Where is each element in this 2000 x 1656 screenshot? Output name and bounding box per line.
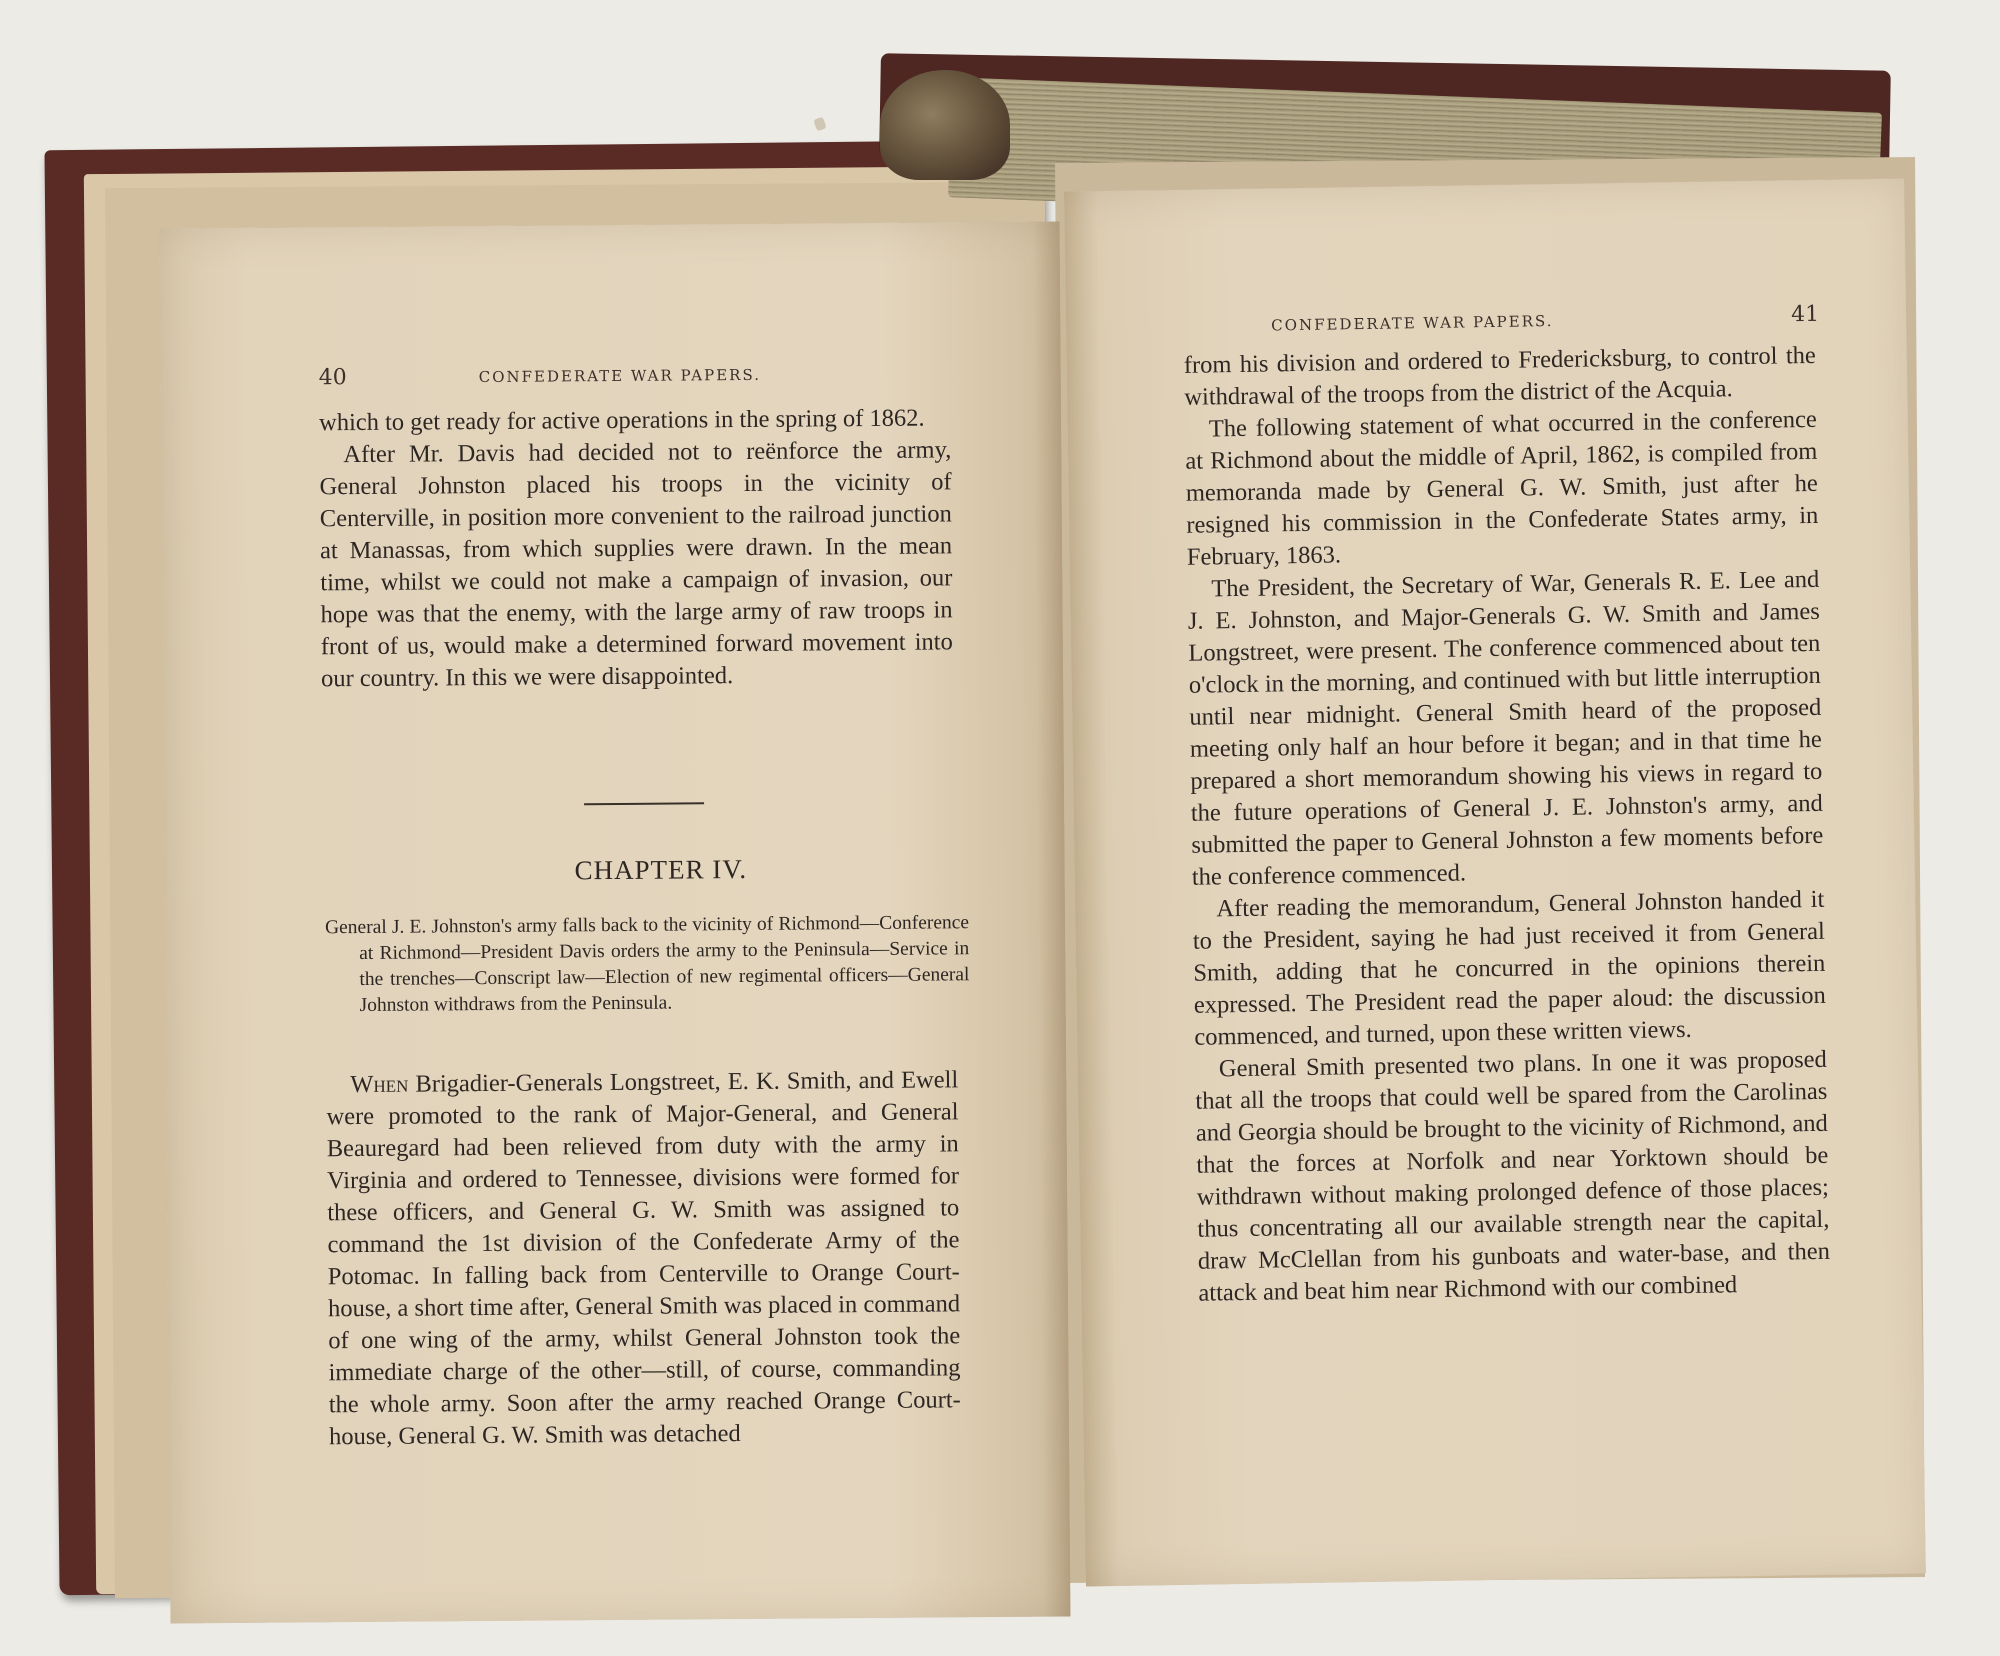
- right-text: [1184, 340, 1831, 1310]
- continuation-paragraph: from his division and ordered to Fredericksburg, to control the withdrawal of the troops from the district of the Acquia.: [1183, 341, 1816, 411]
- spine-headband: [880, 70, 1010, 180]
- continuation-paragraph: which to get ready for active operations in the spring of 1862.: [318, 404, 925, 437]
- left-page: [160, 221, 1071, 1623]
- chapter-title: CHAPTER IV.: [574, 853, 748, 886]
- opening-paragraph-text: Brigadier-Generals Longstreet, E. K. Smith, and Ewell were promoted to the rank of Major-General, and General Beauregard had been relieved from duty with the army in Virginia and ordered to Tennessee, divisions were formed for these officers, and General G. W. Smith was assigned to command the 1st division of the Confederate Army of the Potomac. In falling back from Centerville to Orange Court-house, a short time after, General Smith was placed in command of one wing of the army, whilst General Johnston took the immediate charge of the other—still, of course, commanding the whole army. Soon after the army reached Orange Court-house, General G. W. Smith was detached: [326, 1066, 961, 1451]
- left-text-bottom: [326, 1064, 961, 1453]
- running-head: CONFEDERATE WAR PAPERS.: [478, 365, 762, 387]
- chapter-synopsis: General J. E. Johnston's army falls back to the vicinity of Richmond—Conference at Richmond—President Davis orders the army to the Peninsula—Service in the trenches—Conscript law—Election of new regimental officers—General Johnston withdraws from the Peninsula.: [324, 912, 970, 1017]
- running-head: CONFEDERATE WAR PAPERS.: [1271, 312, 1554, 335]
- section-rule: [584, 802, 704, 805]
- right-page: [1064, 178, 1926, 1586]
- paragraph: General Smith presented two plans. In one it was proposed that all the troops that could well be spared from the Carolinas and Georgia should be brought to the vicinity of Richmond, and that the forces at Norfolk and near Yorktown should be withdrawn without making prolonged defence of those places; thus concentrating all our available strength near the capital, draw McClellan from his gunboats and water-base, and then attack and beat him near Richmond with our combined: [1195, 1045, 1831, 1307]
- paper-speck: [813, 117, 827, 132]
- page-number: 40: [318, 365, 347, 391]
- paragraph: After reading the memorandum, General Johnston handed it to the President, saying he had just received it from General Smith, adding that he concurred in the opinions therein expressed. The President read the paper aloud: the discussion commenced, and turned, upon these written views.: [1192, 885, 1827, 1051]
- paragraph: After Mr. Davis had decided not to reënforce the army, General Johnston placed his troops in the vicinity of Centerville, in position more convenient to the railroad junction at Manassas, from which supplies were drawn. In the mean time, whilst we could not make a campaign of invasion, our hope was that the enemy, with the large army of raw troops in front of us, would make a determined forward movement into our country. In this we were disappointed.: [319, 436, 953, 693]
- opening-word: When: [350, 1070, 409, 1099]
- left-text-top: [319, 402, 953, 695]
- opening-paragraph: [326, 1064, 961, 1453]
- page-number: 41: [1790, 301, 1820, 328]
- paragraph: The following statement of what occurred in the conference at Richmond about the middle of April, 1862, is compiled from memoranda made by General G. W. Smith, just after he resigned his commission in the Confederate States army, in February, 1863.: [1185, 405, 1819, 571]
- paragraph: The President, the Secretary of War, Generals R. E. Lee and J. E. Johnston, and Major-Generals G. W. Smith and James Longstreet, were present. The conference commenced about ten o'clock in the morning, and continued with but little interruption until near midnight. General Smith heard of the proposed meeting only half an hour before it began; and in that time he prepared a short memorandum showing his views in regard to the future operations of General J. E. Johnston's army, and submitted the paper to General Johnston a few moments before the conference commenced.: [1187, 565, 1824, 891]
